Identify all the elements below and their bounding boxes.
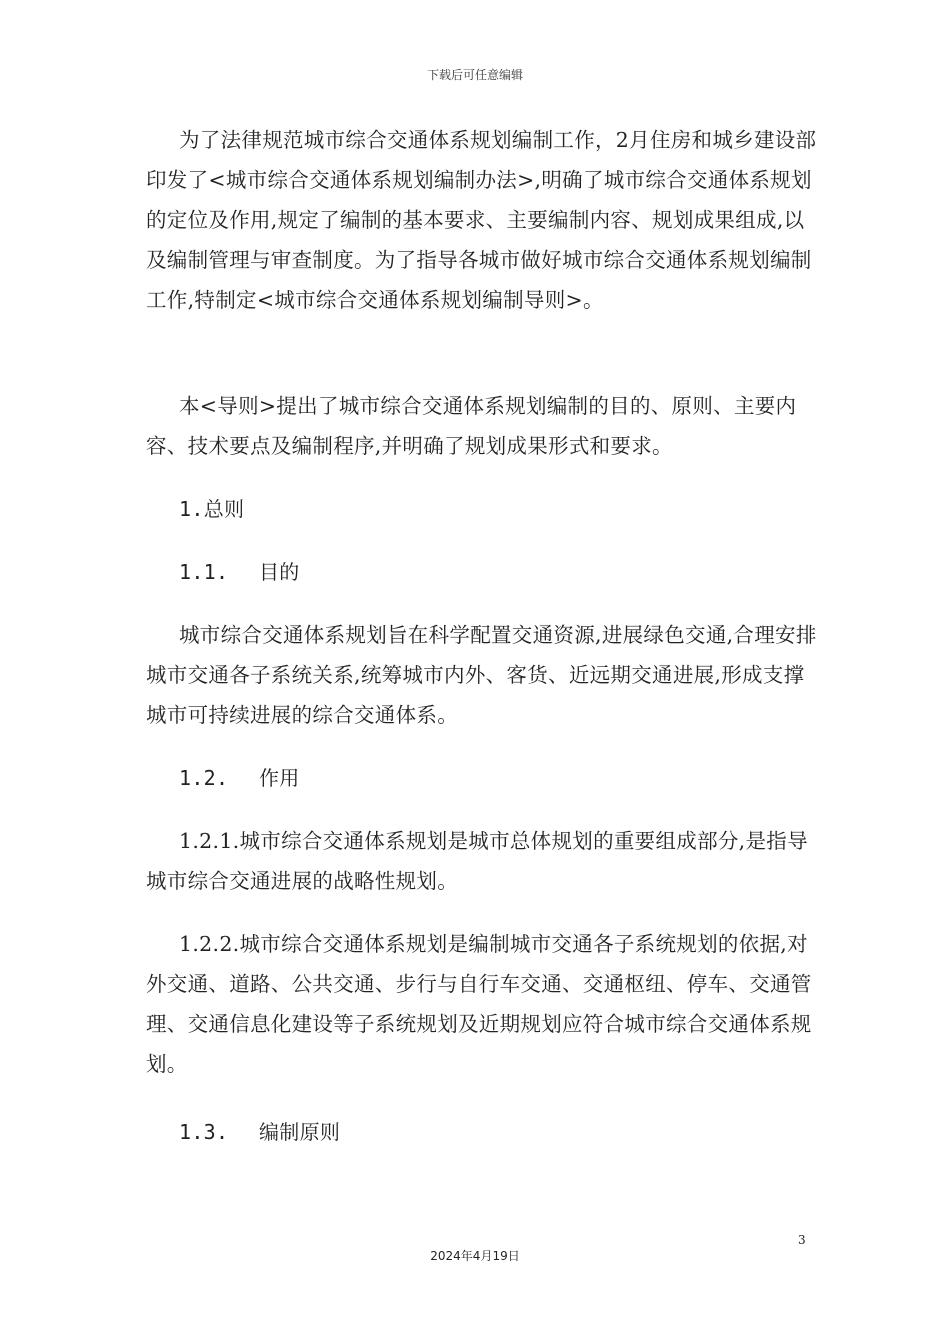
paragraph-text: 城市综合交通体系规划旨在科学配置交通资源,进展绿色交通,合理安排城市交通各子系统关系,统筹城市内外、客货、近远期交通进展,形成支撑城市可持续进展的综合交通体系。 <box>146 623 817 727</box>
paragraph-intro-1 <box>146 120 818 320</box>
footer-date: 2024年4月19日 <box>430 1249 520 1263</box>
heading-title: 目的 <box>259 560 300 584</box>
page-number: 3 <box>798 1233 806 1247</box>
heading-1 <box>146 489 818 529</box>
paragraph-text: 本<导则>提出了城市综合交通体系规划编制的目的、原则、主要内容、技术要点及编制程序,并明确了规划成果形式和要求。 <box>146 394 797 458</box>
heading-1-3 <box>146 1112 818 1152</box>
heading-number: 1. <box>179 497 204 521</box>
paragraph-text: 1.2.2.城市综合交通体系规划是编制城市交通各子系统规划的依据,对外交通、道路、公共交通、步行与自行车交通、交通枢纽、停车、交通管理、交通信息化建设等子系统规划及近期规划应符合城市综合交通体系规划。 <box>146 932 812 1076</box>
heading-number: 1.3. <box>179 1120 229 1144</box>
page-header: 下载后可任意编辑 <box>426 68 523 82</box>
heading-1-1 <box>146 552 818 592</box>
heading-1-2 <box>146 758 818 798</box>
heading-title: 编制原则 <box>259 1120 341 1144</box>
paragraph-intro-2 <box>146 386 818 466</box>
paragraph-text: 1.2.1.城市综合交通体系规划是城市总体规划的重要组成部分,是指导城市综合交通进展的战略性规划。 <box>146 829 808 893</box>
heading-number: 1.2. <box>179 766 229 790</box>
heading-title: 总则 <box>203 497 245 521</box>
paragraph-purpose <box>146 615 818 735</box>
paragraph-text: 为了法律规范城市综合交通体系规划编制工作，2月住房和城乡建设部印发了<城市综合交通体系规划编制办法>,明确了城市综合交通体系规划的定位及作用,规定了编制的基本要求、主要编制内容、规划成果组成,以及编制管理与审查制度。为了指导各城市做好城市综合交通体系规划编制工作,特制定<城市综合交通体系规划编制导则>。 <box>146 128 817 312</box>
heading-number: 1.1. <box>179 560 229 584</box>
heading-title: 作用 <box>259 766 300 790</box>
paragraph-role-2 <box>146 924 818 1084</box>
paragraph-role-1 <box>146 821 818 901</box>
